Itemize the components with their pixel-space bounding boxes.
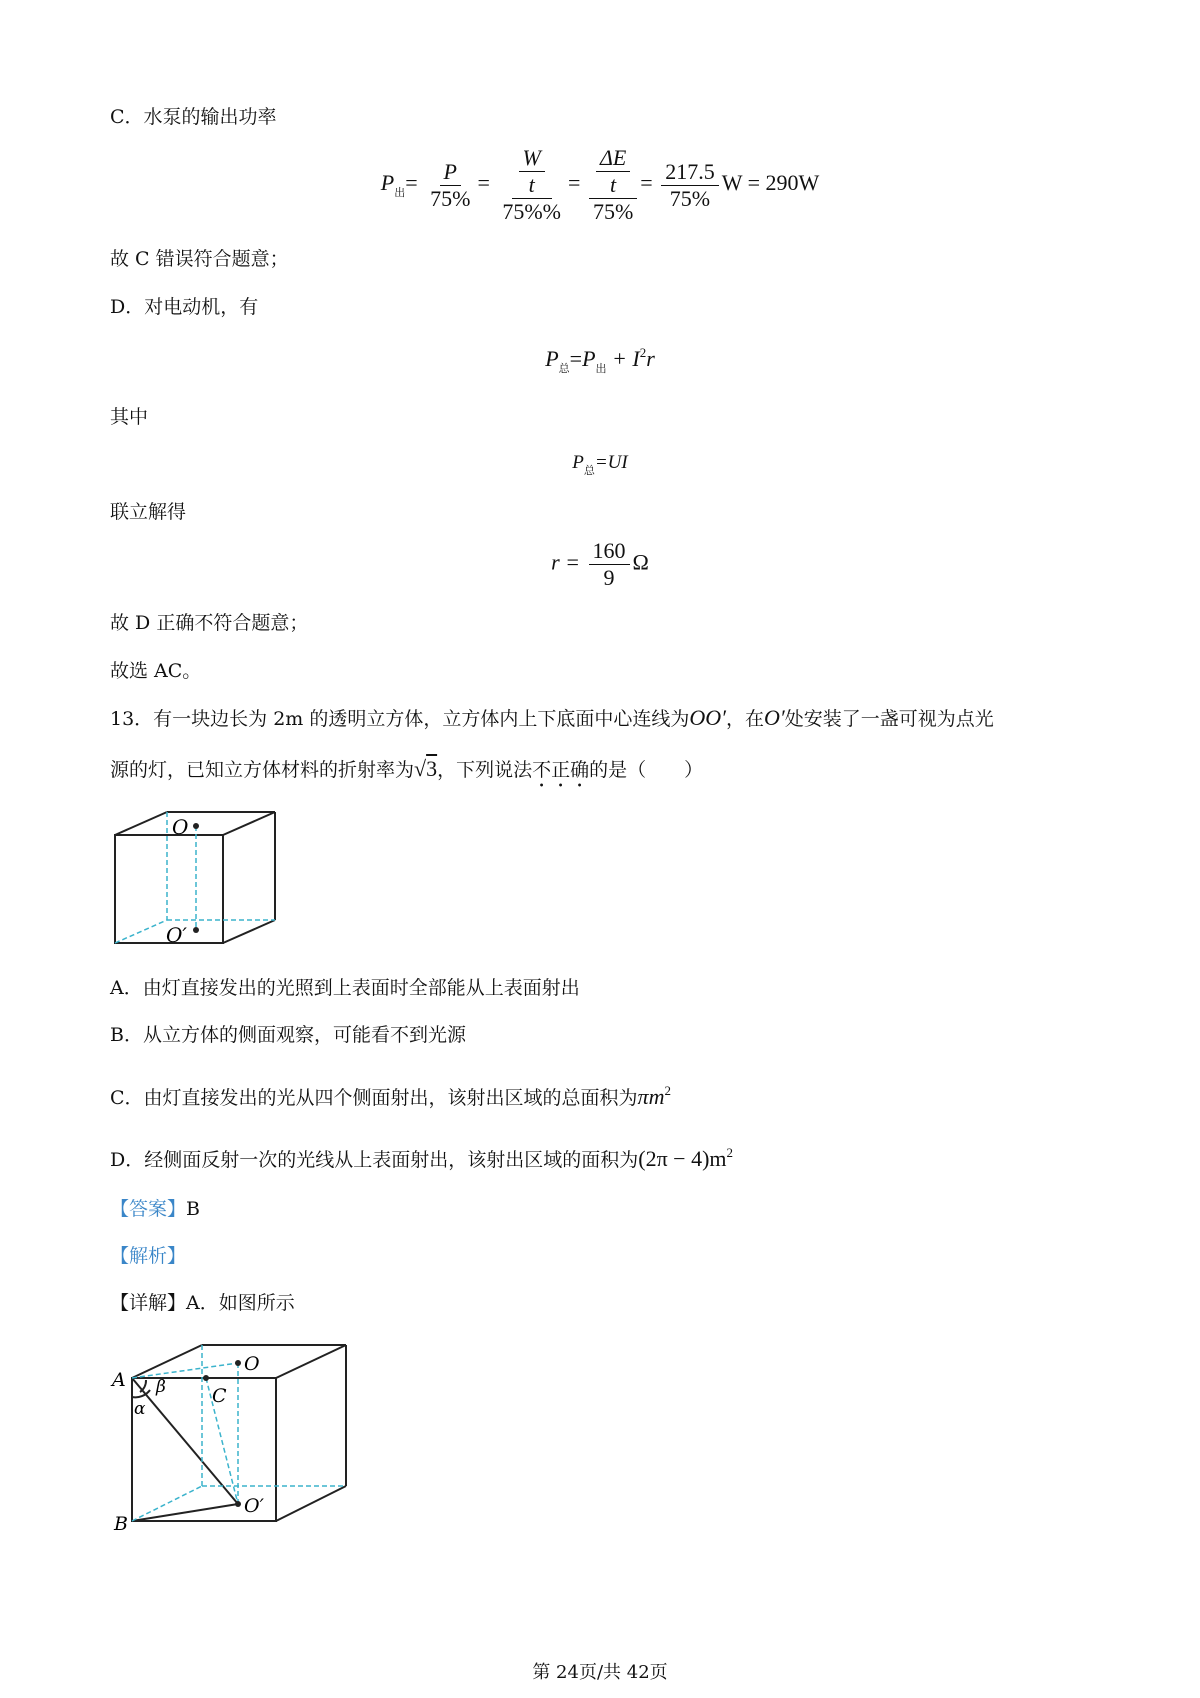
fraction (589, 538, 630, 591)
formula-result: W = 290W (721, 170, 820, 196)
fraction (498, 145, 565, 225)
sqrt-value: 3 (426, 756, 438, 781)
formula-operator: = (569, 346, 583, 371)
conclusion-d: 故 D 正确不符合题意； (110, 612, 309, 634)
formula-resistance (0, 538, 1200, 591)
denominator: 75%% (502, 199, 562, 224)
detail-line (110, 1290, 295, 1316)
emphasized-text: 不正确 (532, 759, 590, 781)
formula-symbol: P (545, 346, 559, 371)
label-alpha: α (134, 1399, 146, 1419)
numerator: 217.5 (661, 159, 719, 186)
text: ，下列说法 (437, 759, 533, 781)
formula-superscript: 2 (639, 345, 647, 360)
question-13-line2: 源的灯，已知立方体材料的折射率为√3，下列说法不正确的是（ ） (110, 756, 704, 781)
denominator: 9 (603, 565, 615, 590)
formula-symbol: r (646, 346, 655, 371)
label-o-prime: O′ (244, 1495, 264, 1517)
formula-subscript: 总 (583, 465, 595, 477)
numerator: 160 (589, 538, 630, 565)
option-d-heading: D．对电动机，有 (110, 296, 259, 318)
text: 的是（ ） (589, 759, 704, 781)
math: OO′ (689, 705, 726, 730)
cube-figure-2 (110, 1330, 380, 1540)
cube-figure-1 (110, 810, 290, 955)
analysis-label: 【解析】 (110, 1245, 187, 1267)
formula-symbol: P (572, 452, 584, 473)
formula-total-power (0, 452, 1200, 478)
detail-text: A．如图所示 (186, 1292, 295, 1314)
numerator: P (440, 159, 461, 186)
label-c: C (212, 1385, 227, 1407)
text: 13．有一块边长为 2m 的透明立方体，立方体内上下底面中心连线为 (110, 708, 690, 730)
text: 源的灯，已知立方体材料的折射率为 (110, 759, 415, 781)
formula-unit: Ω (632, 549, 649, 575)
formula-symbol: P (582, 346, 596, 371)
conclusion-c: 故 C 错误符合题意； (110, 248, 289, 270)
formula-subscript: 出 (595, 363, 607, 375)
label-o-prime: O′ (166, 923, 187, 947)
answer-label: 【答案】 (110, 1198, 187, 1220)
label-o: O (244, 1353, 260, 1375)
formula-term: r = (551, 549, 581, 575)
answer-value: B (186, 1198, 200, 1220)
label-o: O (172, 815, 189, 839)
text: 处安装了一盏可视为点光 (784, 708, 994, 730)
denominator: t (610, 172, 617, 197)
option-a: A．由灯直接发出的光照到上表面时全部能从上表面射出 (110, 977, 580, 999)
math: O′ (763, 705, 785, 730)
label-beta: β (156, 1377, 166, 1397)
formula-power-balance (0, 345, 1200, 376)
text: D．经侧面反射一次的光线从上表面射出，该射出区域的面积为 (110, 1149, 639, 1171)
formula-term: =UI (594, 452, 628, 473)
solve-label: 联立解得 (110, 501, 187, 523)
option-d (110, 1140, 733, 1173)
fraction (426, 159, 474, 212)
label-b: B (114, 1513, 128, 1535)
superscript: 2 (664, 1083, 671, 1098)
answer-line (110, 1196, 200, 1222)
denominator: 75% (669, 185, 711, 211)
formula-symbol: P (380, 170, 395, 196)
among-label: 其中 (110, 406, 149, 428)
page-footer: 第 24页/共 42页 (532, 1662, 668, 1683)
math: πm (637, 1084, 665, 1109)
option-c-heading: C．水泵的输出功率 (110, 106, 277, 128)
formula-subscript: 总 (558, 363, 570, 375)
superscript: 2 (726, 1145, 734, 1160)
numerator: ΔE (596, 145, 630, 172)
formula-output-power: $P_出=$ $\frac{P}{75\%}$ = $\frac{\frac{W}{t}}{75\%\%}$ = $\frac{\frac{\Delta E}{t}}{75\%}$ = $\frac{217.5}{75\%}$ W = 290W (380, 145, 820, 224)
numerator: W (519, 145, 545, 172)
formula-term: + I (606, 346, 640, 371)
option-b: B．从立方体的侧面观察，可能看不到光源 (110, 1024, 466, 1046)
final-choice: 故选 AC。 (110, 660, 202, 682)
option-c (110, 1078, 671, 1111)
math: (2π − 4)m (638, 1146, 727, 1171)
formula-subscript: 出 (394, 187, 406, 200)
detail-label: 【详解】 (110, 1292, 187, 1314)
question-13-line1 (110, 705, 994, 732)
denominator: 75% (430, 185, 471, 211)
denominator: t (528, 172, 535, 197)
text: ，在 (725, 708, 764, 730)
fraction (589, 145, 637, 225)
denominator: 75% (592, 199, 634, 224)
text: C．由灯直接发出的光从四个侧面射出，该射出区域的总面积为 (110, 1087, 638, 1109)
fraction (661, 159, 719, 212)
label-a: A (112, 1369, 126, 1391)
